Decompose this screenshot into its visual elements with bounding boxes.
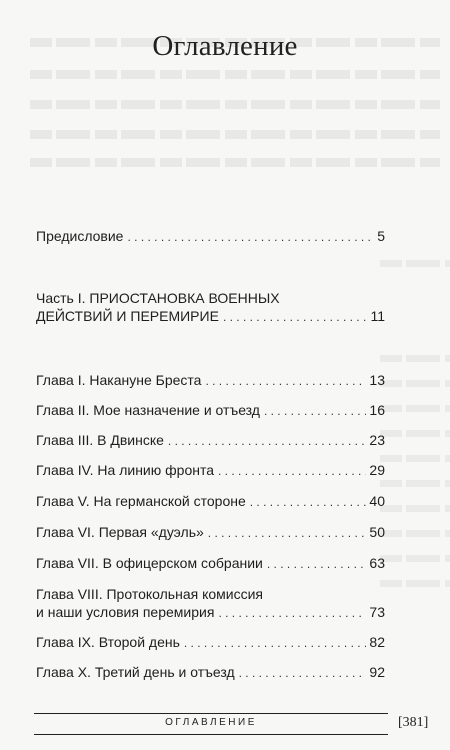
dot-leader (218, 604, 366, 622)
toc-entry-label: Глава X. Третий день и отъезд (36, 664, 235, 680)
toc-entry-label: Предисловие (36, 228, 124, 244)
dot-leader (264, 404, 366, 418)
toc-page-number: 73 (369, 604, 385, 620)
toc-entry-chapter-8[interactable] (36, 585, 385, 622)
toc-entry-label: Глава II. Мое назначение и отъезд (36, 402, 260, 418)
toc-entry-preface[interactable] (36, 228, 385, 244)
footer-bottom-rule (34, 734, 388, 735)
page-number: [381] (398, 715, 429, 730)
running-head: ОГЛАВЛЕНИЕ (165, 717, 257, 728)
bleed-through-text-right (380, 240, 450, 640)
toc-entry-chapter-3[interactable] (36, 432, 385, 448)
dot-leader (223, 308, 368, 326)
toc-page-number: 29 (369, 462, 385, 478)
toc-entry-label: Глава IV. На линию фронта (36, 462, 215, 478)
toc-entry-label-line1: Часть I. ПРИОСТАНОВКА ВОЕННЫХ (36, 290, 280, 306)
toc-page-number: 50 (369, 524, 385, 540)
toc-entry-label: Глава III. В Двинске (36, 432, 164, 448)
toc-entry-label: Глава I. Накануне Бреста (36, 372, 202, 388)
toc-entry-label-line2: ДЕЙСТВИЙ И ПЕРЕМИРИЕ (36, 308, 219, 324)
dot-leader (208, 526, 367, 540)
toc-page-number: 63 (369, 555, 385, 571)
toc-entry-chapter-7[interactable] (36, 555, 385, 571)
dot-leader (184, 636, 367, 650)
toc-entry-chapter-6[interactable] (36, 524, 385, 540)
toc-entry-label-line2: и наши условия перемирия (36, 604, 215, 620)
toc-page-number: 40 (369, 493, 385, 509)
dot-leader (218, 464, 366, 478)
toc-page-number: 5 (377, 228, 385, 244)
toc-entry-chapter-5[interactable] (36, 493, 385, 509)
toc-page-number: 11 (370, 308, 385, 324)
dot-leader (205, 374, 366, 388)
page-title: Оглавление (152, 30, 298, 62)
toc-entry-chapter-1[interactable] (36, 372, 385, 388)
toc-entry-chapter-4[interactable] (36, 462, 385, 478)
toc-entry-chapter-10[interactable] (36, 664, 385, 680)
toc-entry-label: Глава IX. Второй день (36, 634, 180, 650)
toc-entry-chapter-9[interactable] (36, 634, 385, 650)
toc-entry-label: Глава VI. Первая «дуэль» (36, 524, 204, 540)
toc-page-number: 82 (369, 634, 385, 650)
dot-leader (168, 434, 367, 448)
toc-entry-label: Глава V. На германской стороне (36, 493, 246, 509)
toc-entry-part-1[interactable] (36, 289, 385, 326)
dot-leader (127, 230, 374, 244)
dot-leader (239, 666, 367, 680)
dot-leader (250, 495, 367, 509)
toc-page-number: 16 (369, 402, 385, 418)
toc-entry-label: Глава VII. В офицерском собрании (36, 555, 263, 571)
toc-entry-label-line1: Глава VIII. Протокольная комиссия (36, 586, 263, 602)
toc-entry-chapter-2[interactable] (36, 402, 385, 418)
toc-page-number: 23 (369, 432, 385, 448)
footer-top-rule (34, 713, 388, 714)
dot-leader (267, 557, 367, 571)
toc-page-number: 92 (369, 664, 385, 680)
toc-page-number: 13 (369, 372, 385, 388)
